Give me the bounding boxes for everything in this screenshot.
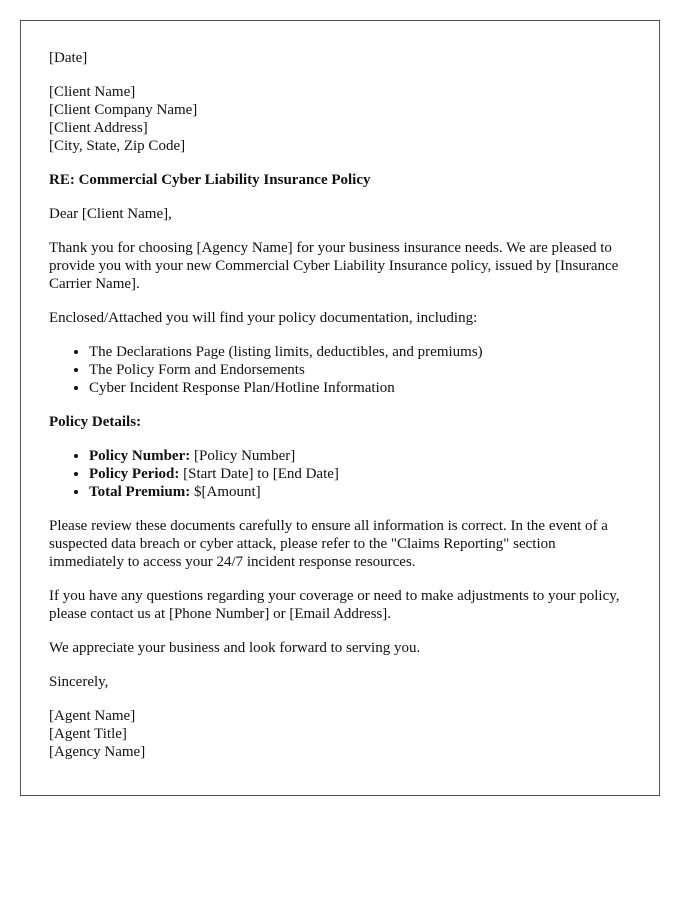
questions-paragraph: If you have any questions regarding your coverage or need to make adjustments to your policy, please contact us at [Phone Number] or [Email Address]. xyxy=(49,588,620,622)
appreciation-paragraph: We appreciate your business and look forward to serving you. xyxy=(49,640,421,656)
agency-name: [Agency Name] xyxy=(49,744,146,760)
list-item: • Cyber Incident Response Plan/Hotline Information xyxy=(89,379,631,397)
policy-number-item xyxy=(89,447,631,465)
policy-number-value: [Policy Number] xyxy=(190,448,296,464)
salutation: Dear [Client Name], xyxy=(49,206,172,222)
policy-period-label: Policy Period: xyxy=(89,466,180,482)
letter-date: [Date] xyxy=(49,50,88,66)
enclosed-intro: Enclosed/Attached you will find your policy documentation, including: xyxy=(49,310,478,326)
policy-details-title: Policy Details: xyxy=(49,414,142,430)
total-premium-value: $[Amount] xyxy=(190,484,261,500)
client-city-state-zip: [City, State, Zip Code] xyxy=(49,138,186,154)
policy-number-label: Policy Number: xyxy=(89,448,191,464)
recipient-address-block xyxy=(49,83,631,155)
total-premium-item xyxy=(89,483,631,501)
total-premium-label: Total Premium: xyxy=(89,484,191,500)
policy-period-item xyxy=(89,465,631,483)
agent-title: [Agent Title] xyxy=(49,726,127,742)
subject-line: RE: Commercial Cyber Liability Insurance Policy xyxy=(49,172,371,188)
documents-list xyxy=(49,343,631,397)
intro-paragraph: Thank you for choosing [Agency Name] for your business insurance needs. We are pleased to provide you with your new Commercial Cyber Liability Insurance policy, issued by [Insurance Carrier Name]. xyxy=(49,240,619,292)
letter-page xyxy=(20,20,660,796)
signature-block xyxy=(49,707,631,761)
review-paragraph: Please review these documents carefully to ensure all information is correct. In the event of a suspected data breach or cyber attack, please refer to the "Claims Reporting" section immediately to access your 24/7 incident response resources. xyxy=(49,518,608,570)
list-item: • The Policy Form and Endorsements xyxy=(89,361,631,379)
policy-details-list xyxy=(49,447,631,501)
client-name: [Client Name] xyxy=(49,84,136,100)
list-item: • The Declarations Page (listing limits, deductibles, and premiums) xyxy=(89,343,631,361)
client-company-name: [Client Company Name] xyxy=(49,102,198,118)
client-address: [Client Address] xyxy=(49,120,148,136)
closing: Sincerely, xyxy=(49,674,109,690)
policy-period-value: [Start Date] to [End Date] xyxy=(179,466,339,482)
agent-name: [Agent Name] xyxy=(49,708,136,724)
